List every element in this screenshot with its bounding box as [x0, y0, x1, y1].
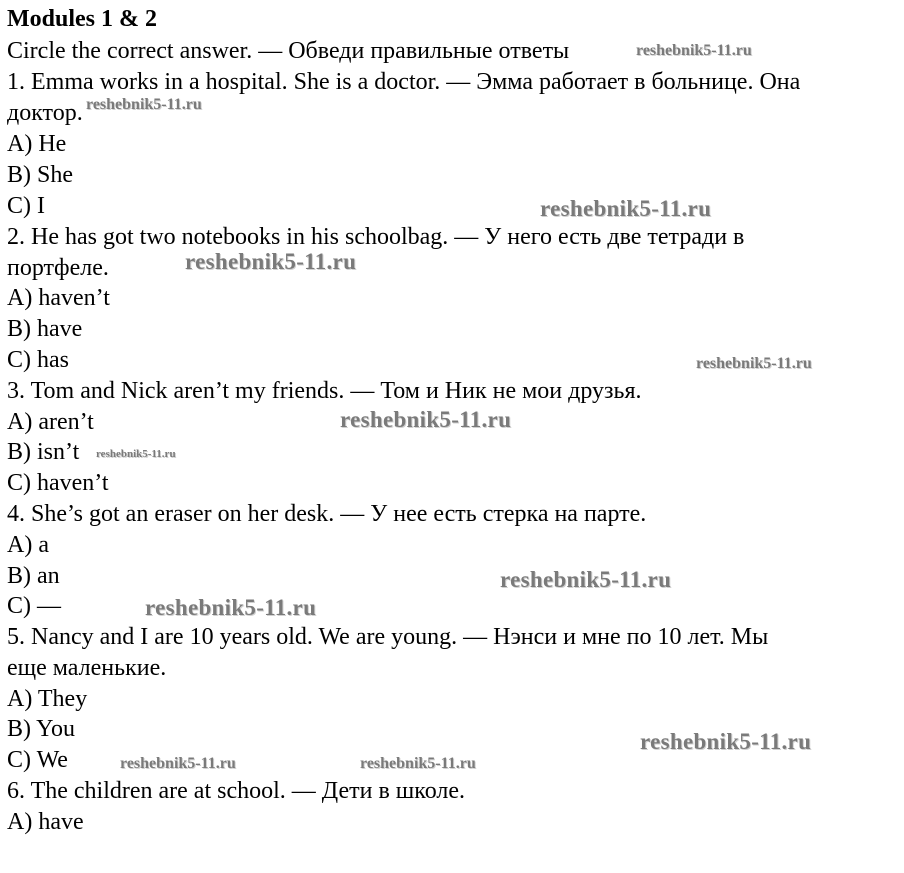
page-title: Modules 1 & 2	[7, 6, 157, 32]
question-3-option-b: B) isn’t	[7, 439, 80, 465]
watermark: reshebnik5-11.ru	[340, 407, 512, 432]
question-5-line-1: 5. Nancy and I are 10 years old. We are young. — Нэнси и мне по 10 лет. Мы	[7, 624, 769, 650]
watermark: reshebnik5-11.ru	[696, 355, 812, 372]
watermark: reshebnik5-11.ru	[120, 755, 236, 772]
question-2-line-1: 2. He has got two notebooks in his schoolbag. — У него есть две тетради в	[7, 224, 745, 250]
question-4-option-c: C) —	[7, 593, 61, 619]
watermark: reshebnik5-11.ru	[86, 96, 202, 113]
question-2-option-c: C) has	[7, 347, 69, 373]
question-1-line-2: доктор.	[7, 100, 83, 126]
question-5-line-2: еще маленькие.	[7, 655, 167, 681]
question-6-line: 6. The children are at school. — Дети в школе.	[7, 778, 466, 804]
question-2-option-b: B) have	[7, 316, 83, 342]
question-4-option-a: A) a	[7, 532, 49, 558]
question-2-line-2: портфеле.	[7, 255, 109, 281]
watermark: reshebnik5-11.ru	[540, 196, 712, 221]
question-3-option-c: C) haven’t	[7, 470, 109, 496]
question-3-option-a: A) aren’t	[7, 409, 94, 435]
instruction-line: Circle the correct answer. — Обведи правильные ответы	[7, 38, 570, 64]
watermark: reshebnik5-11.ru	[96, 448, 176, 460]
watermark: reshebnik5-11.ru	[640, 729, 812, 754]
question-2-option-a: A) haven’t	[7, 285, 110, 311]
question-1-option-c: C) I	[7, 193, 45, 219]
question-1-option-a: A) He	[7, 131, 67, 157]
watermark: reshebnik5-11.ru	[185, 249, 357, 274]
question-1-option-b: B) She	[7, 162, 73, 188]
watermark: reshebnik5-11.ru	[500, 567, 672, 592]
watermark: reshebnik5-11.ru	[360, 755, 476, 772]
question-5-option-c: C) We	[7, 747, 68, 773]
question-1-line-1: 1. Emma works in a hospital. She is a doctor. — Эмма работает в больнице. Она	[7, 69, 801, 95]
watermark: reshebnik5-11.ru	[636, 42, 752, 59]
question-4-option-b: B) an	[7, 563, 60, 589]
watermark: reshebnik5-11.ru	[145, 595, 317, 620]
question-4-line: 4. She’s got an eraser on her desk. — У нее есть стерка на парте.	[7, 501, 647, 527]
question-5-option-a: A) They	[7, 686, 88, 712]
question-6-option-a: A) have	[7, 809, 84, 835]
question-3-line: 3. Tom and Nick aren’t my friends. — Том и Ник не мои друзья.	[7, 378, 642, 404]
question-5-option-b: B) You	[7, 716, 76, 742]
